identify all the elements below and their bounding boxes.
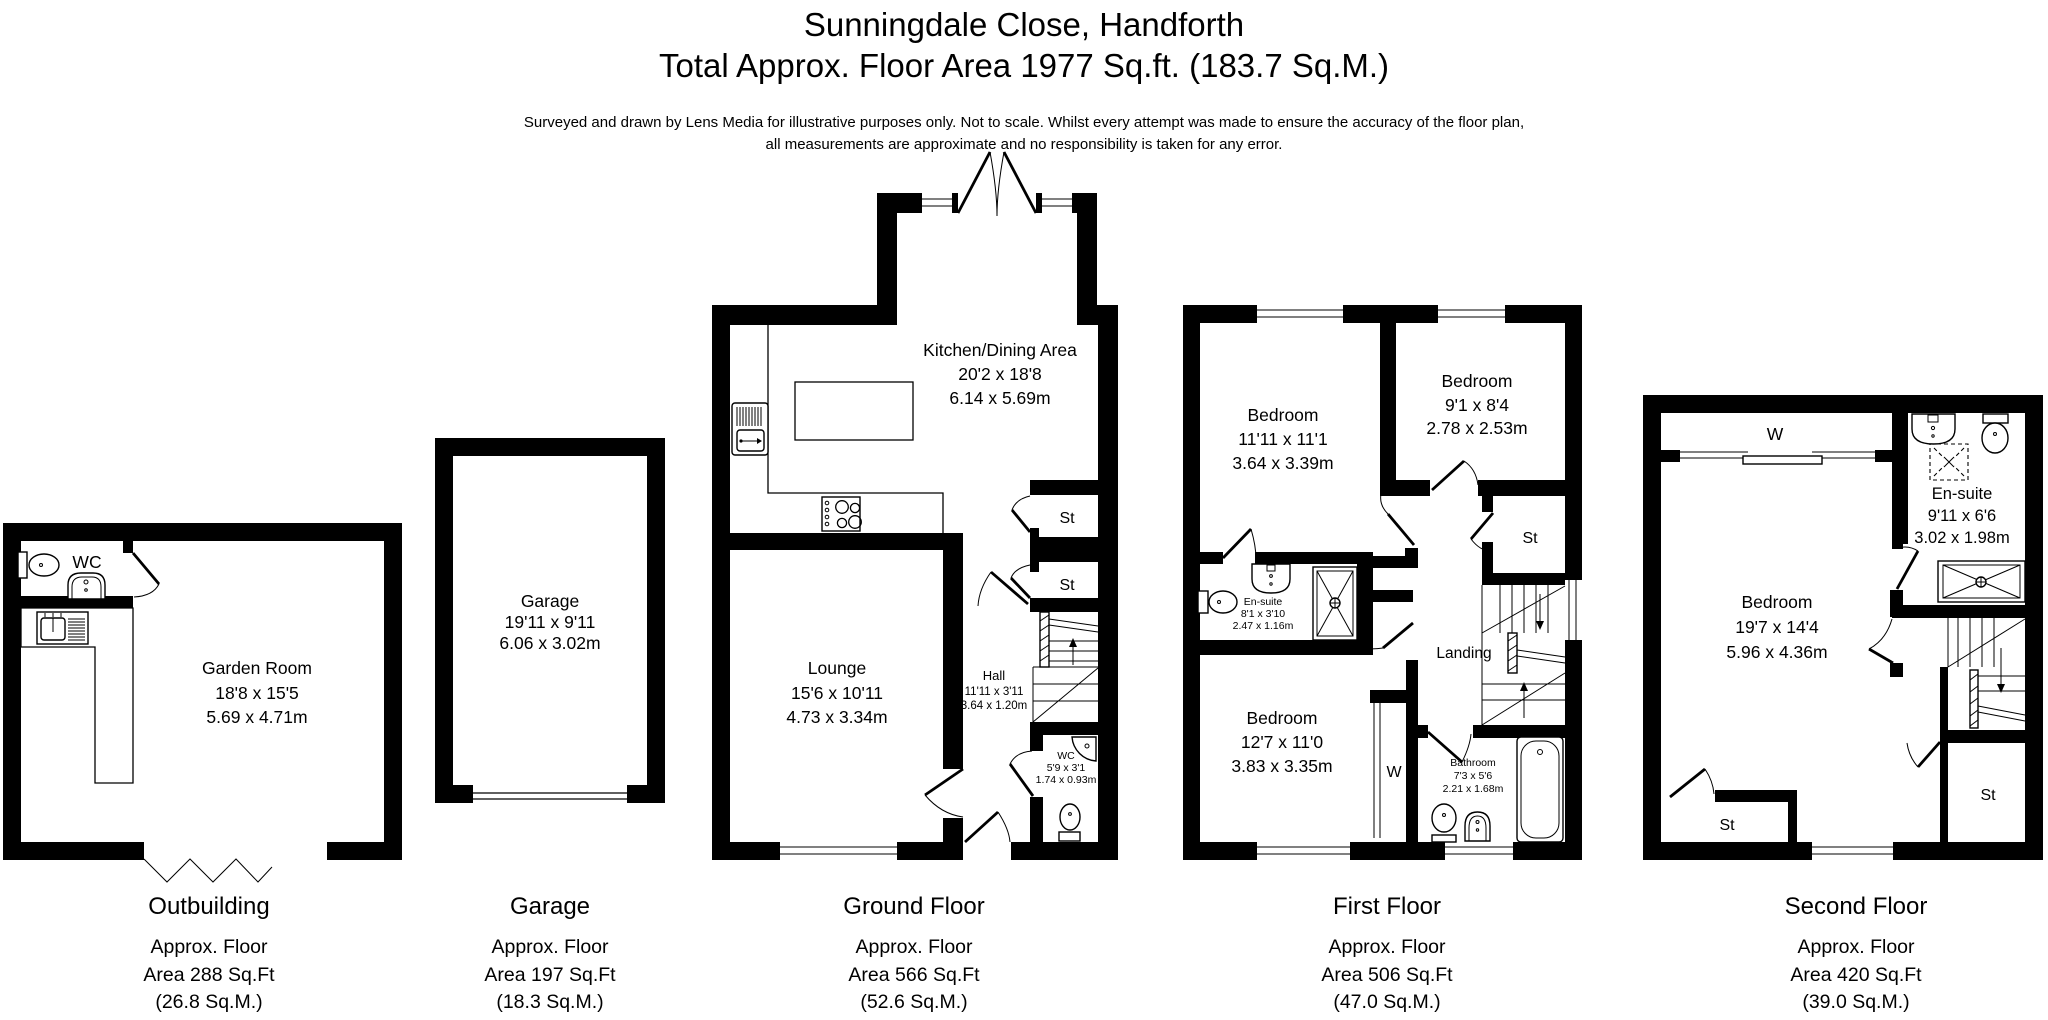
room-label-st-right: St <box>1980 787 1996 804</box>
room-label-garden-room <box>202 658 312 727</box>
hob-icon <box>822 497 861 531</box>
caption-title: First Floor <box>1333 893 1441 920</box>
room-label-garage <box>499 591 600 653</box>
svg-text:6.06 x 3.02m: 6.06 x 3.02m <box>499 633 601 653</box>
bath-icon <box>1517 737 1563 842</box>
floor-plan-garage <box>425 430 675 808</box>
room-label-lounge <box>786 658 887 727</box>
caption-area-line: Area 288 Sq.Ft <box>143 963 275 986</box>
room-label-kitchen <box>923 340 1077 408</box>
caption-title: Ground Floor <box>843 893 985 920</box>
break-line <box>144 859 272 882</box>
room-label-st1: St <box>1059 510 1075 527</box>
svg-text:8'1 x 3'10: 8'1 x 3'10 <box>1240 608 1286 620</box>
room-label-hall <box>961 668 1027 712</box>
caption-area-line: Area 197 Sq.Ft <box>484 963 616 986</box>
garage-door <box>473 793 627 799</box>
svg-text:18'8 x 15'5: 18'8 x 15'5 <box>215 683 299 703</box>
svg-text:5.69 x 4.71m: 5.69 x 4.71m <box>206 707 308 727</box>
svg-text:2.47 x 1.16m: 2.47 x 1.16m <box>1232 620 1294 632</box>
room-label-w: W <box>1386 764 1402 781</box>
svg-text:1.74 x 0.93m: 1.74 x 0.93m <box>1035 774 1097 786</box>
room-label-st-left: St <box>1719 817 1735 834</box>
outbuilding-walls <box>3 523 402 860</box>
svg-text:20'2 x 18'8: 20'2 x 18'8 <box>958 364 1042 384</box>
stairs-icon <box>1940 618 2025 730</box>
kitchen-island <box>795 382 913 440</box>
caption-area-line: Approx. Floor <box>855 936 973 958</box>
caption-ground-floor <box>784 893 1044 1017</box>
caption-title: Outbuilding <box>148 893 270 920</box>
caption-second-floor <box>1726 893 1986 1017</box>
svg-text:9'1 x 8'4: 9'1 x 8'4 <box>1444 395 1510 415</box>
disclaimer-line-1: Surveyed and drawn by Lens Media for illustrative purposes only. Not to scale. Whilst every attempt was made to ensure the accuracy of the floor plan, <box>523 114 1525 131</box>
room-label-wc: WC <box>72 552 102 572</box>
caption-title: Second Floor <box>1784 893 1928 920</box>
room-label-st2: St <box>1059 577 1075 594</box>
svg-text:Bedroom: Bedroom <box>1247 405 1319 425</box>
svg-text:Garden Room: Garden Room <box>202 658 312 678</box>
svg-text:15'6 x 10'11: 15'6 x 10'11 <box>791 683 883 703</box>
svg-text:5'9 x 3'1: 5'9 x 3'1 <box>1046 762 1086 774</box>
caption-title: Garage <box>509 893 591 920</box>
svg-text:2.21 x 1.68m: 2.21 x 1.68m <box>1442 783 1504 795</box>
caption-area-line: Area 566 Sq.Ft <box>848 963 980 986</box>
room-label-w: W <box>1766 424 1784 444</box>
basin-icon <box>68 573 105 599</box>
svg-text:Bedroom: Bedroom <box>1441 371 1513 391</box>
svg-text:3.02 x 1.98m: 3.02 x 1.98m <box>1914 529 2010 547</box>
wc-door <box>133 553 159 597</box>
svg-text:Hall: Hall <box>982 668 1006 683</box>
svg-text:Lounge: Lounge <box>807 658 867 678</box>
svg-text:3.64 x 3.39m: 3.64 x 3.39m <box>1232 453 1334 473</box>
svg-text:En-suite: En-suite <box>1243 596 1283 608</box>
svg-text:12'7 x 11'0: 12'7 x 11'0 <box>1240 732 1324 752</box>
caption-area-line: Approx. Floor <box>150 936 268 958</box>
floor-plan-ground <box>698 140 1126 865</box>
shower-icon <box>1313 567 1357 640</box>
basin-icon-bathroom <box>1465 812 1490 841</box>
floor-plan-second <box>1633 388 2048 866</box>
caption-garage <box>420 893 680 1017</box>
svg-text:4.73 x 3.34m: 4.73 x 3.34m <box>786 707 888 727</box>
svg-text:11'11 x 11'1: 11'11 x 11'1 <box>1238 429 1328 449</box>
total-area-subtitle: Total Approx. Floor Area 1977 Sq.ft. (183.7 Sq.M.) <box>658 47 1390 84</box>
caption-area-line: (52.6 Sq.M.) <box>860 991 968 1013</box>
skylight-icon <box>1930 444 1968 480</box>
toilet-icon-bathroom <box>1432 804 1456 842</box>
kitchen-sink-icon <box>37 612 88 644</box>
svg-text:11'11 x 3'11: 11'11 x 3'11 <box>964 686 1024 698</box>
room-label-bathroom <box>1443 757 1504 795</box>
caption-area-line: Area 506 Sq.Ft <box>1321 963 1453 986</box>
svg-text:3.83 x 3.35m: 3.83 x 3.35m <box>1231 756 1333 776</box>
caption-area-line: (39.0 Sq.M.) <box>1802 991 1910 1013</box>
toilet-icon <box>1198 591 1237 613</box>
sliding-wardrobe-doors <box>1374 703 1380 838</box>
floor-plan-first <box>1175 298 1590 868</box>
corner-basin-icon <box>1072 737 1096 761</box>
french-doors <box>958 152 1036 216</box>
room-label-bedroom <box>1726 592 1827 662</box>
svg-text:7'3 x 5'6: 7'3 x 5'6 <box>1453 770 1493 782</box>
caption-outbuilding <box>79 893 339 1017</box>
svg-text:Bedroom: Bedroom <box>1246 708 1318 728</box>
room-label-bedroom3 <box>1231 708 1332 776</box>
caption-area-line: Approx. Floor <box>1797 936 1915 958</box>
svg-text:19'11 x 9'11: 19'11 x 9'11 <box>504 612 596 632</box>
disclaimer-line-2: all measurements are approximate and no responsibility is taken for any error. <box>765 135 1283 153</box>
stairs-icon <box>1482 585 1565 725</box>
svg-text:19'7 x 14'4: 19'7 x 14'4 <box>1735 617 1819 637</box>
kitchen-sink-icon <box>732 403 768 455</box>
svg-text:Garage: Garage <box>520 591 580 611</box>
caption-area-line: (26.8 Sq.M.) <box>155 991 263 1013</box>
svg-text:Bedroom: Bedroom <box>1741 592 1813 612</box>
room-label-landing: Landing <box>1436 645 1492 662</box>
sliding-wardrobe-doors <box>1680 452 1875 464</box>
svg-text:WC: WC <box>1057 750 1075 762</box>
svg-text:Bathroom: Bathroom <box>1450 757 1496 769</box>
svg-text:2.78 x 2.53m: 2.78 x 2.53m <box>1426 418 1528 438</box>
room-label-bedroom2 <box>1426 371 1527 438</box>
room-label-bedroom1 <box>1232 405 1333 473</box>
svg-text:6.14 x 5.69m: 6.14 x 5.69m <box>949 388 1051 408</box>
basin-icon <box>1912 414 1955 444</box>
caption-first-floor <box>1257 893 1517 1017</box>
shower-icon <box>1938 561 2025 602</box>
caption-area-line: (18.3 Sq.M.) <box>496 991 604 1013</box>
caption-area-line: Area 420 Sq.Ft <box>1790 963 1922 986</box>
svg-text:En-suite: En-suite <box>1931 485 1993 503</box>
caption-area-line: Approx. Floor <box>1328 936 1446 958</box>
basin-icon <box>1252 564 1290 593</box>
svg-text:9'11 x 6'6: 9'11 x 6'6 <box>1927 507 1997 525</box>
room-label-ensuite <box>1914 485 2009 547</box>
svg-text:5.96 x 4.36m: 5.96 x 4.36m <box>1726 642 1828 662</box>
floor-plan-outbuilding <box>0 513 410 895</box>
toilet-icon <box>1059 804 1080 841</box>
room-label-ensuite <box>1233 596 1294 632</box>
caption-area-line: Approx. Floor <box>491 936 609 958</box>
toilet-icon <box>18 552 59 578</box>
window <box>1812 847 1893 854</box>
toilet-icon <box>1982 414 2008 453</box>
svg-text:Kitchen/Dining Area: Kitchen/Dining Area <box>923 340 1077 360</box>
svg-text:3.64 x 1.20m: 3.64 x 1.20m <box>960 700 1028 712</box>
page-title: Sunningdale Close, Handforth <box>803 6 1245 43</box>
room-label-st: St <box>1522 530 1538 547</box>
caption-area-line: (47.0 Sq.M.) <box>1333 991 1441 1013</box>
stairs-icon <box>1033 612 1098 722</box>
